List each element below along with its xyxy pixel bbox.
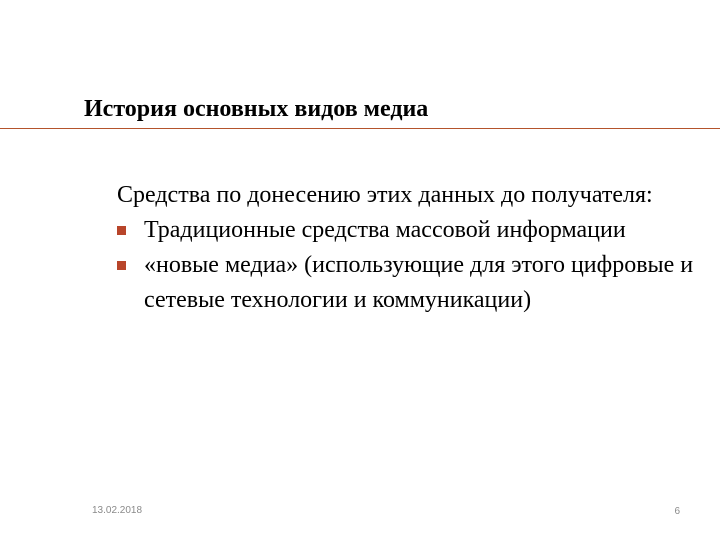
slide-title: История основных видов медиа: [84, 96, 429, 122]
slide-body: [117, 178, 707, 318]
footer-date: 13.02.2018: [92, 505, 143, 516]
square-bullet-icon: [117, 226, 126, 235]
bullet-text: Традиционные средства массовой информации: [144, 217, 626, 243]
intro-text: Средства по донесению этих данных до получателя:: [117, 182, 653, 208]
bullet-list: [117, 213, 707, 318]
bullet-item: [117, 213, 707, 248]
bullet-text: «новые медиа» (использующие для этого цифровые и сетевые технологии и коммуникации): [144, 252, 694, 313]
title-divider: [0, 128, 720, 129]
square-bullet-icon: [117, 261, 126, 270]
bullet-item: [117, 248, 707, 318]
page-number: 6: [674, 506, 680, 517]
